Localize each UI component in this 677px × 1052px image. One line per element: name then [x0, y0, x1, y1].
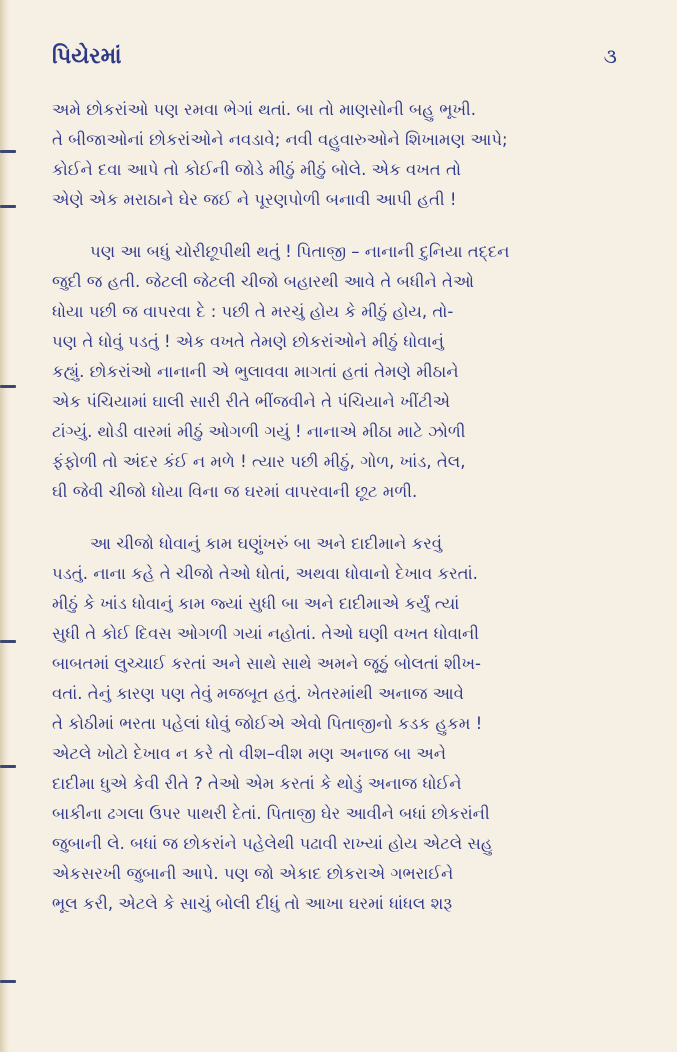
text-line: ભૂલ કરી, એટલે કે સાચું બોલી દીધું તો આખા ઘરમાં ધાંધલ શરૂ — [52, 894, 453, 913]
paragraph-3 — [52, 529, 637, 919]
text-line: આ ચીજો ધોવાનું કામ ઘણુંખરું બા અને દાદીમાને કરવું — [90, 534, 443, 553]
text-line: બાકીના ઢગલા ઉપર પાથરી દેતાં. પિતાજી ઘેર આવીને બધાં છોકરાંની — [52, 804, 490, 823]
text-line: પણ તે ધોવું પડતું ! એક વખતે તેમણે છોકરાંઓને મીઠું ધોવાનું — [52, 332, 444, 351]
text-line: કહ્યું. છોકરાંઓ નાનાની એ ભુલાવવા માગતાં હતાં તેમણે મીઠાને — [52, 362, 459, 381]
page-binding-edge — [0, 0, 10, 1052]
page-number: ૩ — [603, 44, 617, 68]
text-line: જુદી જ હતી. જેટલી જેટલી ચીજો બહારથી આવે તે બધીને તેઓ — [52, 272, 474, 291]
text-line: અમે છોકરાંઓ પણ રમવા ભેગાં થતાં. બા તો માણસોની બહુ ભૂખી. — [52, 100, 477, 119]
page-header — [52, 44, 637, 69]
text-line: તે કોઠીમાં ભરતા પહેલાં ધોવું જોઈએ એવો પિતાજીનો કડક હુકમ ! — [52, 714, 483, 733]
binding-mark — [0, 205, 16, 208]
text-line: સુધી તે કોઈ દિવસ ઓગળી ગયાં નહોતાં. તેઓ ઘણી વખત ધોવાની — [52, 624, 480, 643]
text-line: એણે એક મરાઠાને ઘેર જઈ ને પૂરણપોળી બનાવી આપી હતી ! — [52, 190, 457, 209]
text-line: વતાં. તેનું કારણ પણ તેવું મજબૂત હતું. ખેતરમાંથી અનાજ આવે — [52, 684, 464, 703]
text-line: ઘી જેવી ચીજો ધોયા વિના જ ઘરમાં વાપરવાની છૂટ મળી. — [52, 482, 418, 501]
binding-mark — [0, 640, 16, 643]
paragraph-2 — [52, 237, 637, 507]
paragraph-1 — [52, 95, 637, 215]
text-line: જુબાની લે. બધાં જ છોકરાંને પહેલેથી પઢાવી રાખ્યાં હોય એટલે સહુ — [52, 834, 493, 853]
text-line: દાદીમા ધુએ કેવી રીતે ? તેઓ એમ કરતાં કે થોડું અનાજ ધોઈને — [52, 774, 462, 793]
text-line: પણ આ બધું ચોરીછૂપીથી થતું ! પિતાજી – નાનાની દુનિયા તદ્દન — [90, 242, 510, 261]
text-line: મીઠું કે ખાંડ ધોવાનું કામ જ્યાં સુધી બા અને દાદીમાએ કર્યું ત્યાં — [52, 594, 460, 613]
text-line: એક પંચિયામાં ઘાલી સારી રીતે ભીંજવીને તે પંચિયાને ખીંટીએ — [52, 392, 451, 411]
text-line: એકસરખી જુબાની આપે. પણ જો એકાદ છોકરાએ ગભરાઈને — [52, 864, 454, 883]
text-line: ધોયા પછી જ વાપરવા દે : પછી તે મરચું હોય કે મીઠું હોય, તો- — [52, 302, 454, 321]
binding-mark — [0, 765, 16, 768]
binding-mark — [0, 980, 16, 983]
binding-mark — [0, 150, 16, 153]
binding-mark — [0, 385, 16, 388]
text-line: એટલે ખોટો દેખાવ ન કરે તો વીશ–વીશ મણ અનાજ બા અને — [52, 744, 447, 763]
text-line: તે બીજાઓનાં છોકરાંઓને નવડાવે; નવી વહુવારુઓને શિખામણ આપે; — [52, 130, 508, 149]
text-line: બાબતમાં લુચ્ચાઈ કરતાં અને સાથે સાથે અમને જૂઠું બોલતાં શીખ- — [52, 654, 482, 673]
text-line: પડતું. નાના કહે તે ચીજો તેઓ ધોતાં, અથવા ધોવાનો દેખાવ કરતાં. — [52, 564, 478, 583]
text-line: ટાંગ્યું. થોડી વારમાં મીઠું ઓગળી ગયું ! નાનાએ મીઠા માટે ઝોળી — [52, 422, 466, 441]
text-line: કોઈને દવા આપે તો કોઈની જોડે મીઠું મીઠું બોલે. એક વખત તો — [52, 160, 462, 179]
running-head: પિયેરમાં — [52, 44, 122, 69]
text-line: ફંફોળી તો અંદર કંઈ ન મળે ! ત્યાર પછી મીઠું, ગોળ, ખાંડ, તેલ, — [52, 452, 466, 471]
